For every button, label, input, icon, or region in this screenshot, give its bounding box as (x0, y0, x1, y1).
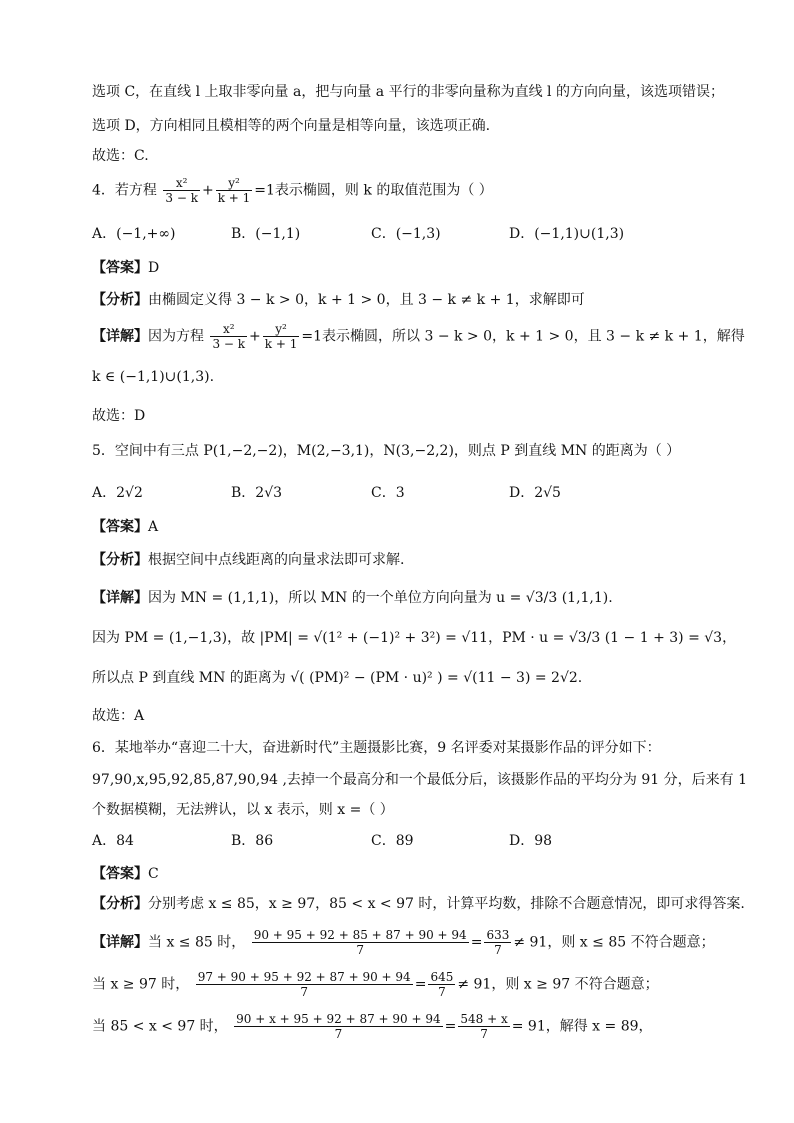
fraction-denominator: 7 (480, 1027, 488, 1041)
fraction (458, 1012, 509, 1041)
option-d: D．(−1,1)∪(1,3) (509, 226, 625, 242)
answer-line (92, 864, 159, 884)
solution-text: 因为 MN = (1,1,1)，所以 MN 的一个单位方向向量为 u = √3/3 (1,1,1). (148, 590, 613, 606)
solution-text: = 91，解得 x = 89， (511, 1018, 653, 1035)
solution-tag: 【详解】 (92, 328, 148, 345)
solution-text: =1表示椭圆，所以 3 − k > 0，k + 1 > 0，且 3 − k ≠ k + 1，解得 (301, 328, 745, 345)
answer-value: D (148, 260, 160, 276)
text-line: 故选：A (92, 708, 145, 724)
fraction-denominator: 7 (356, 943, 365, 957)
analysis-tag: 【分析】 (92, 292, 148, 308)
answer-tag: 【答案】 (92, 519, 148, 535)
analysis-text: 分别考虑 x ≤ 85，x ≥ 97，85 < x < 97 时，计算平均数，排除不合题意情况，即可求得答案. (148, 896, 745, 912)
fraction-numerator: x² (210, 322, 247, 337)
fraction-numerator: 645 (430, 970, 454, 984)
option-b: B．(−1,1) (231, 226, 301, 242)
text-line: 故选：C. (92, 148, 149, 164)
option-c: C．3 (371, 485, 405, 501)
text-line: 选项 D，方向相同且模相等的两个向量是相等向量，该选项正确. (92, 118, 491, 134)
option-d: D．2√5 (509, 485, 561, 501)
text-line: k ∈ (−1,1)∪(1,3). (92, 369, 215, 385)
answer-line (92, 517, 158, 537)
analysis-text: 由椭圆定义得 3 − k > 0，k + 1 > 0，且 3 − k ≠ k + 1，求解即可 (148, 292, 585, 308)
fraction-numerator: 90 + x + 95 + 92 + 87 + 90 + 94 (236, 1012, 441, 1026)
option-c: C．89 (371, 833, 414, 849)
fraction (263, 322, 300, 351)
answer-tag: 【答案】 (92, 866, 148, 882)
fraction (210, 322, 247, 351)
text-line: 故选：D (92, 408, 146, 424)
text-line: 所以点 P 到直线 MN 的距离为 √( (PM)² − (PM · u)² ) = √(11 − 3) = 2√2. (92, 670, 583, 686)
fraction-numerator: y² (263, 322, 300, 337)
solution-text: ≠ 91，则 x ≥ 97 不符合题意； (457, 976, 659, 993)
analysis-tag: 【分析】 (92, 896, 148, 912)
fraction (234, 1012, 443, 1041)
fraction-denominator: k + 1 (264, 337, 298, 351)
fraction-numerator: y² (216, 176, 253, 191)
solution-line: 【详解】因为方程 $\frac{\text{x²}}{3 - k}$ + $\frac{\text{y²}}{k + 1}$ =1表示椭圆，所以 3 − k > 0，k + 1 > 0，且 3 − k ≠ k + 1，解得 (92, 322, 745, 351)
solution-line: 【详解】当 x ≤ 85 时， $\frac{90 + 95 + 92 + 85 + 87 + 90 + 94}{7}$ = $\frac{633}{7}$ ≠ 91，则 x ≤ 85 不符合题意； (92, 928, 715, 957)
fraction-denominator: 3 − k (165, 191, 198, 205)
analysis-tag: 【分析】 (92, 552, 148, 568)
option-a: A．2√2 (92, 485, 143, 501)
fraction (196, 970, 413, 999)
solution-line: 当 x ≥ 97 时， $\frac{97 + 90 + 95 + 92 + 87 + 90 + 94}{7}$ = $\frac{645}{7}$ ≠ 91，则 x ≥ 97 不符合题意； (92, 970, 659, 999)
fraction-numerator: 548 + x (460, 1012, 508, 1026)
fraction (163, 176, 200, 205)
fraction-denominator: 7 (300, 985, 309, 999)
solution-text: 因为方程 (148, 328, 204, 345)
answer-value: C (148, 866, 159, 882)
solution-tag: 【详解】 (92, 590, 148, 606)
fraction (484, 928, 511, 957)
fraction-denominator: 3 − k (212, 337, 246, 351)
question-4: 4．若方程 $\frac{\text{x²}}{3 - k}$ + $\frac{\text{y²}}{k + 1}$ =1表示椭圆，则 k 的取值范围为（ ） (92, 176, 493, 205)
solution-text: ≠ 91，则 x ≤ 85 不符合题意； (513, 934, 715, 951)
solution-text: 当 85 < x < 97 时， (92, 1018, 228, 1035)
fraction-denominator: 7 (334, 1027, 343, 1041)
text-line: 个数据模糊，无法辨认，以 x 表示，则 x =（ ） (92, 802, 394, 818)
text-line: 97,90,x,95,92,85,87,90,94 ,去掉一个最高分和一个最低分后，该摄影作品的平均分为 91 分，后来有 1 (92, 772, 747, 788)
option-d: D．98 (509, 833, 553, 849)
solution-text: 当 x ≥ 97 时， (92, 976, 190, 993)
fraction-numerator: x² (163, 176, 200, 191)
fraction-numerator: 90 + 95 + 92 + 85 + 87 + 90 + 94 (253, 928, 467, 942)
option-b: B．2√3 (231, 485, 283, 501)
fraction-denominator: k + 1 (217, 191, 251, 205)
fraction-numerator: 633 (486, 928, 510, 942)
fraction-numerator: 97 + 90 + 95 + 92 + 87 + 90 + 94 (197, 970, 411, 984)
option-b: B．86 (231, 833, 274, 849)
analysis-text: 根据空间中点线距离的向量求法即可求解. (148, 552, 405, 568)
answer-line (92, 258, 159, 278)
solution-tag: 【详解】 (92, 934, 148, 951)
question-4-stem: 4．若方程 (92, 182, 157, 199)
analysis-line (92, 290, 585, 310)
analysis-line (92, 894, 745, 914)
option-a: A．(−1,+∞) (92, 226, 176, 242)
analysis-line (92, 550, 404, 570)
fraction-denominator: 7 (494, 943, 502, 957)
fraction (428, 970, 455, 999)
question-4-stem-end: =1表示椭圆，则 k 的取值范围为（ ） (254, 182, 493, 199)
solution-line (92, 588, 613, 608)
question-5: 5．空间中有三点 P(1,−2,−2)，M(2,−3,1)，N(3,−2,2)，则点 P 到直线 MN 的距离为（ ） (92, 443, 681, 459)
answer-tag: 【答案】 (92, 260, 148, 276)
fraction (216, 176, 253, 205)
answer-value: A (148, 519, 159, 535)
fraction-denominator: 7 (438, 985, 446, 999)
solution-line: 当 85 < x < 97 时， $\frac{90 + x + 95 + 92 + 87 + 90 + 94}{7}$ = $\frac{548 + x}{7}$ = 91，解得 x = 89， (92, 1012, 653, 1041)
text-line: 因为 PM = (1,−1,3)，故 |PM| = √(1² + (−1)² + 3²) = √11，PM · u = √3/3 (1 − 1 + 3) = √3， (92, 630, 737, 646)
question-6: 6．某地举办“喜迎二十大，奋进新时代”主题摄影比赛，9 名评委对某摄影作品的评分如下： (92, 740, 661, 756)
solution-text: 当 x ≤ 85 时， (148, 934, 246, 951)
option-a: A．84 (92, 833, 134, 849)
option-c: C．(−1,3) (371, 226, 441, 242)
fraction (252, 928, 469, 957)
text-line: 选项 C，在直线 l 上取非零向量 a，把与向量 a 平行的非零向量称为直线 l 的方向向量，该选项错误； (92, 84, 724, 100)
